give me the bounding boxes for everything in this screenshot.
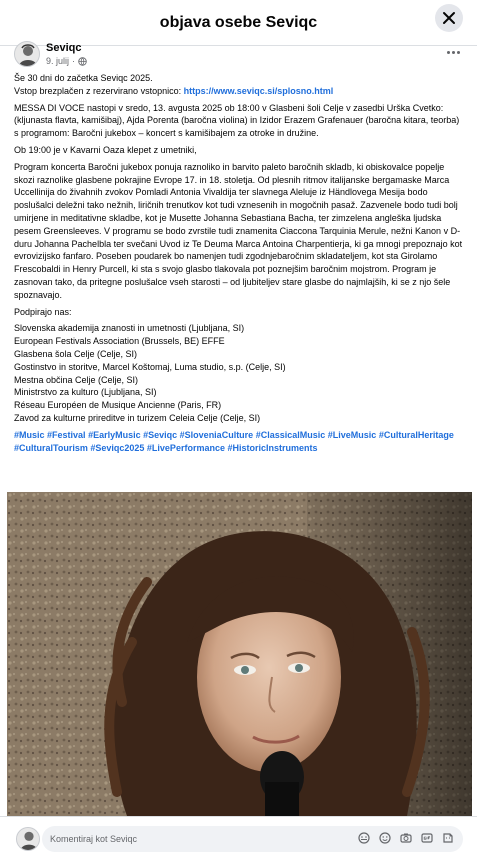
program-paragraph: Program koncerta Baročni jukebox ponuja raznoliko in barvito paleto baročnih skladb, ki obiskovalce popelje skozi raznolike glasbene pokrajine Evrope 17. in 18. stoletja. Od plesnih ritmov italijanske bergamaske Marca Uccellinija do živahnih zvokov Pomladi Antonia Vivaldija ter slavnega Aleluje iz Händlovega Mesija bodo poslušalci deležni tako nežnih, liričnih trenutkov kot tudi vznesenih in mogočnih pasaž. Zazvenele bodo tudi bolj umirjene in meditativne skladbe, kot je Musette Johanna Sebastiana Bacha, ter zimzelena angleška ljudska pesem Greensleeves. V programu se bodo zvrstile tudi znamenita Ciaccona Tarquinia Merule, nežni Kanon v D-duru Johanna Pachelbla ter svečani Uvod iz Te Deuma Marca Antoina Charpentierja, ki ga mnogi prepoznajo kot evrovizijsko fanfaro. Poseben poudarek bo namenjen tudi zgodnjebaročnim skladateljem, kot sta Girolamo Frescobaldi in Henry Purcell, ki sta s svojo glasbo tlakovala pot poznejšim baročnim mojstrom. Program je zasnovan tako, da pritegne poslušalce vseh starosti – od ljubiteljev stare glasbe do najmlajših, ki se z njo šele spoznavajo. <box>14 161 463 300</box>
list-item: Mestna občina Celje (Celje, SI) <box>14 374 139 385</box>
close-icon <box>442 11 456 25</box>
supporters-list <box>14 322 464 424</box>
close-button[interactable] <box>435 4 463 32</box>
post-date[interactable]: 9. julij <box>46 56 70 66</box>
list-item: Gostinstvo in storitve, Marcel Koštomaj, Luma studio, s.p. (Celje, SI) <box>14 361 286 372</box>
list-item: European Festivals Association (Brussels, BE) EFFE <box>14 336 225 347</box>
camera-icon <box>400 832 412 844</box>
author-name[interactable]: Seviqc <box>46 42 82 54</box>
post-text <box>14 72 464 458</box>
hashtag-link[interactable]: #Seviqc2025 <box>90 442 145 453</box>
hashtag-link[interactable]: #Festival <box>47 429 86 440</box>
hashtag-link[interactable]: #CulturalTourism <box>14 442 88 453</box>
emoji-button[interactable] <box>378 831 392 845</box>
hashtag-link[interactable]: #LiveMusic <box>327 429 377 440</box>
list-item: Ministrstvo za kulturo (Ljubljana, SI) <box>14 387 157 398</box>
hashtag-link[interactable]: #EarlyMusic <box>88 429 141 440</box>
more-icon <box>447 51 450 54</box>
more-options-button[interactable] <box>442 44 464 60</box>
intro-paragraph: Še 30 dni do začetka Seviqc 2025. Vstop brezplačen z rezervirano vstopnico: https://www.seviqc.si/splosno.html <box>14 73 334 96</box>
dialog-title: objava osebe Seviqc <box>159 13 318 31</box>
list-item: Réseau Européen de Musique Ancienne (Paris, FR) <box>14 400 222 411</box>
chat-paragraph: Ob 19:00 je v Kavarni Oaza klepet z umetniki, <box>14 144 197 155</box>
avatar-sticker-button[interactable] <box>357 831 371 845</box>
list-item: Slovenska akademija znanosti in umetnosti (Ljubljana, SI) <box>14 323 245 334</box>
gif-button[interactable] <box>420 831 434 845</box>
gif-sticker-icon <box>358 832 370 844</box>
comment-tools <box>357 831 455 845</box>
dialog-header <box>0 0 477 46</box>
hashtag-link[interactable]: #Music <box>14 429 45 440</box>
hashtag-link[interactable]: #HistoricInstruments <box>227 442 318 453</box>
post-meta: 9. julij · <box>46 56 87 66</box>
supporters-title: Podpirajo nas: <box>14 306 72 317</box>
sticker-button[interactable] <box>441 831 455 845</box>
commenter-avatar[interactable] <box>16 827 40 851</box>
camera-button[interactable] <box>399 831 413 845</box>
hashtag-link[interactable]: #SloveniaCulture <box>179 429 254 440</box>
comment-input[interactable] <box>42 826 463 852</box>
author-avatar[interactable] <box>14 41 40 67</box>
gif-icon <box>421 832 433 844</box>
list-item: Glasbena šola Celje (Celje, SI) <box>14 348 138 359</box>
comment-placeholder: Komentiraj kot Seviqc <box>50 834 138 844</box>
hashtags <box>14 429 464 455</box>
ticket-link[interactable]: https://www.seviqc.si/splosno.html <box>183 85 334 96</box>
emoji-icon <box>379 832 391 844</box>
post-photo[interactable] <box>7 492 472 816</box>
post-header <box>14 41 464 69</box>
sticker-icon <box>442 832 454 844</box>
list-item: Zavod za kulturne prireditve in turizem Celeia Celje (Celje, SI) <box>14 412 261 423</box>
hashtag-link[interactable]: #LivePerformance <box>146 442 225 453</box>
hashtag-link[interactable]: #ClassicalMusic <box>255 429 326 440</box>
comment-bar <box>0 816 477 866</box>
concert-paragraph: MESSA DI VOCE nastopi v sredo, 13. avgusta 2025 ob 18:00 v Glasbeni šoli Celje v zasedbi Urška Cvetko: (kljunasta flavta, kamišibaj), Ajda Porenta (baročna violina) in Izidor Erazem Grafenauer (baročna kitara, teorba) s programom: Baročni jukebox – koncert s kamišibajem za otroke in družine. <box>14 102 460 139</box>
hashtag-link[interactable]: #Seviqc <box>143 429 178 440</box>
globe-icon <box>78 57 87 66</box>
hashtag-link[interactable]: #CulturalHeritage <box>378 429 454 440</box>
